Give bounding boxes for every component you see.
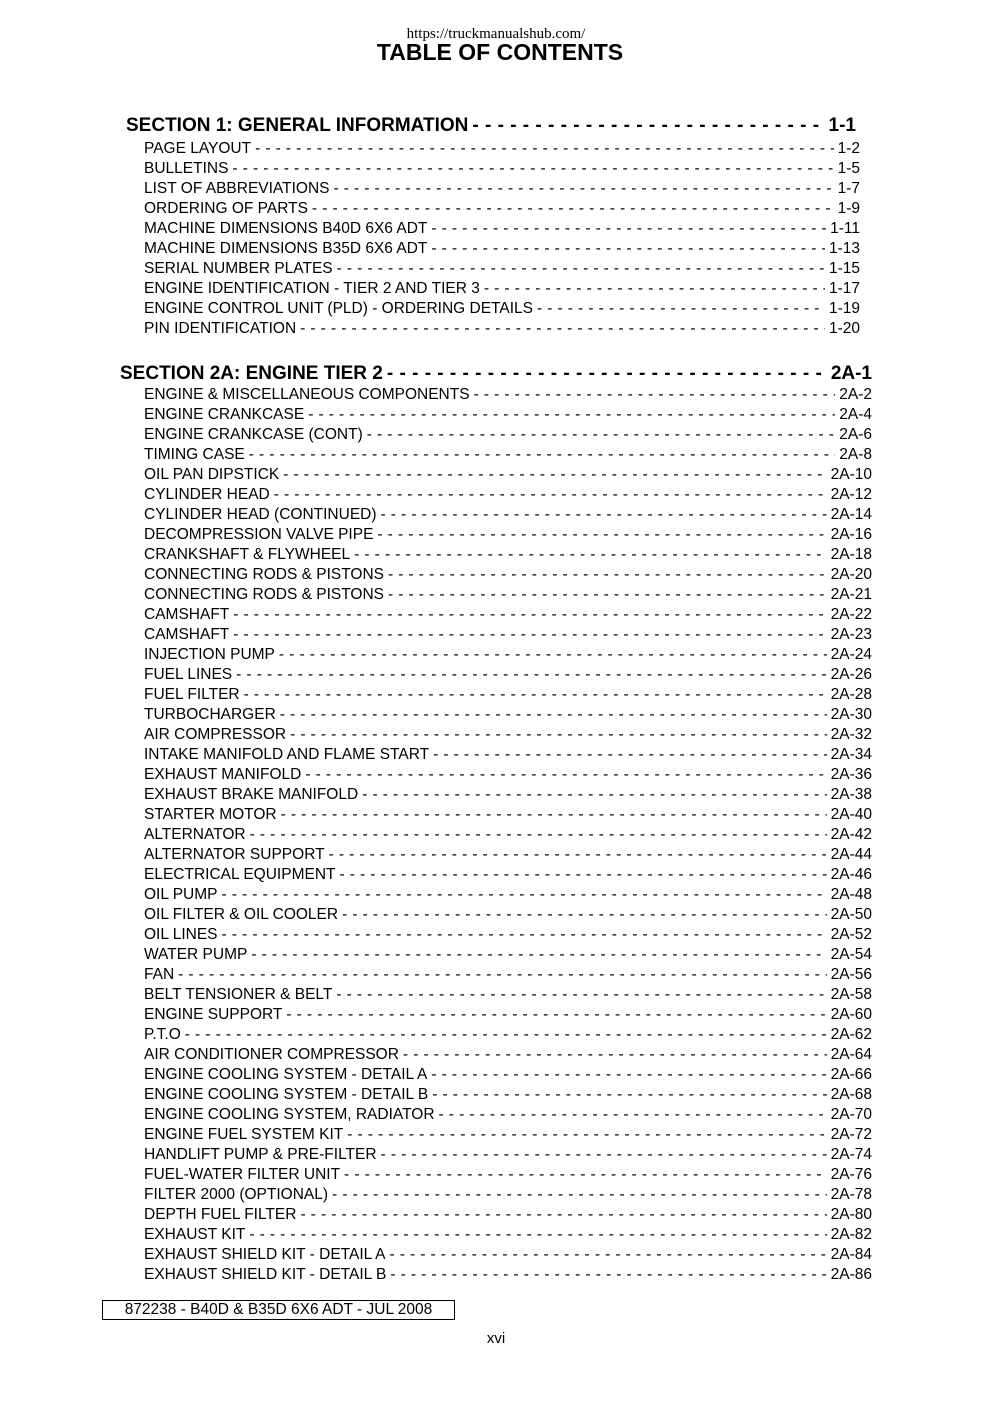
toc-entry-page: 2A-74	[830, 1146, 872, 1163]
toc-entry[interactable]	[144, 505, 872, 525]
toc-entry[interactable]	[144, 319, 860, 339]
toc-entry-label: PIN IDENTIFICATION	[144, 320, 297, 337]
toc-entry-label: P.T.O	[144, 1026, 181, 1043]
dot-leader	[280, 705, 827, 725]
toc-entry-page: 2A-78	[830, 1186, 872, 1203]
toc-entry[interactable]	[144, 1265, 872, 1285]
toc-entry-page: 1-15	[828, 260, 860, 277]
toc-entry[interactable]	[144, 1145, 872, 1165]
dot-leader	[342, 905, 827, 925]
dot-leader	[308, 405, 835, 425]
toc-entry-page: 1-13	[828, 240, 860, 257]
toc-entry-page: 2A-66	[830, 1066, 872, 1083]
toc-entry-page: 2A-46	[830, 866, 872, 883]
toc-entry-page: 2A-20	[830, 566, 872, 583]
toc-entry-label: CONNECTING RODS & PISTONS	[144, 566, 384, 583]
toc-entry-label: FUEL-WATER FILTER UNIT	[144, 1166, 341, 1183]
toc-entry-label: LIST OF ABBREVIATIONS	[144, 180, 330, 197]
toc-entry-label: ALTERNATOR SUPPORT	[144, 846, 325, 863]
toc-entry-page: 2A-12	[830, 486, 872, 503]
dot-leader	[233, 625, 826, 645]
toc-entry[interactable]	[144, 179, 860, 199]
dot-leader	[249, 445, 835, 465]
dot-leader	[250, 825, 827, 845]
toc-entry[interactable]	[144, 945, 872, 965]
toc-entry-label: EXHAUST SHIELD KIT - DETAIL A	[144, 1246, 386, 1263]
source-url[interactable]: https://truckmanualshub.com/	[406, 26, 586, 42]
toc-entry-page: 2A-86	[830, 1266, 872, 1283]
toc-entry-page: 1-5	[837, 160, 860, 177]
toc-entry-page: 1-20	[828, 320, 860, 337]
toc-entry-page: 2A-28	[830, 686, 872, 703]
toc-entry-label: HANDLIFT PUMP & PRE-FILTER	[144, 1146, 377, 1163]
dot-leader	[403, 1045, 827, 1065]
toc-entry[interactable]	[144, 445, 872, 465]
toc-entry[interactable]	[144, 985, 872, 1005]
toc-entry[interactable]	[144, 865, 872, 885]
dot-leader	[433, 745, 827, 765]
document-reference: 872238 - B40D & B35D 6X6 ADT - JUL 2008	[102, 1300, 455, 1320]
toc-entry-page: 1-9	[837, 200, 860, 217]
toc-entry[interactable]	[144, 485, 872, 505]
toc-entry-label: ELECTRICAL EQUIPMENT	[144, 866, 336, 883]
toc-entry-label: ORDERING OF PARTS	[144, 200, 308, 217]
toc-entry-label: OIL FILTER & OIL COOLER	[144, 906, 339, 923]
dot-leader	[337, 259, 825, 279]
toc-entry[interactable]	[144, 259, 860, 279]
toc-entry-page: 1-19	[828, 300, 860, 317]
toc-entry[interactable]	[144, 1105, 872, 1125]
toc-entry-page: 2A-48	[830, 886, 872, 903]
dot-leader	[431, 239, 825, 259]
toc-entry-label: MACHINE DIMENSIONS B35D 6X6 ADT	[144, 240, 428, 257]
toc-entry-page: 2A-76	[830, 1166, 872, 1183]
toc-entry-label: EXHAUST SHIELD KIT - DETAIL B	[144, 1266, 387, 1283]
toc-entry[interactable]	[144, 465, 872, 485]
toc-entry-label: ENGINE FUEL SYSTEM KIT	[144, 1126, 344, 1143]
toc-entry-page: 2A-44	[830, 846, 872, 863]
dot-leader	[340, 865, 827, 885]
toc-entry[interactable]	[144, 805, 872, 825]
toc-entry-page: 2A-22	[830, 606, 872, 623]
dot-leader	[387, 362, 827, 386]
toc-entry[interactable]	[144, 279, 860, 299]
toc-entry-label: BELT TENSIONER & BELT	[144, 986, 333, 1003]
dot-leader	[362, 785, 826, 805]
toc-entry-label: CONNECTING RODS & PISTONS	[144, 586, 384, 603]
toc-entry-page: 2A-80	[830, 1206, 872, 1223]
toc-entry-label: CYLINDER HEAD	[144, 486, 270, 503]
dot-leader	[474, 385, 836, 405]
toc-entry-page: 2A-16	[830, 526, 872, 543]
toc-entry-label: ENGINE SUPPORT	[144, 1006, 283, 1023]
dot-leader	[377, 525, 826, 545]
dot-leader	[281, 805, 827, 825]
dot-leader	[354, 545, 826, 565]
toc-entry-label: CYLINDER HEAD (CONTINUED)	[144, 506, 377, 523]
toc-entry-page: 2A-64	[830, 1046, 872, 1063]
toc-entry[interactable]	[144, 405, 872, 425]
toc-entry-label: PAGE LAYOUT	[144, 140, 252, 157]
toc-entry[interactable]	[144, 1045, 872, 1065]
dot-leader	[236, 665, 826, 685]
dot-leader	[244, 685, 827, 705]
toc-entry-page: 2A-4	[839, 406, 872, 423]
dot-leader	[305, 765, 826, 785]
toc-entry-label: FAN	[144, 966, 175, 983]
toc-entry[interactable]	[144, 1025, 872, 1045]
toc-entry-label: ENGINE CRANKCASE (CONT)	[144, 426, 363, 443]
toc-entry-page: 1-17	[828, 280, 860, 297]
toc-entry[interactable]	[144, 385, 872, 405]
dot-leader	[329, 845, 827, 865]
toc-entry[interactable]	[144, 525, 872, 545]
toc-entry-page: 2A-54	[830, 946, 872, 963]
dot-leader	[279, 645, 827, 665]
toc-entry-label: EXHAUST MANIFOLD	[144, 766, 302, 783]
toc-entry[interactable]	[144, 1005, 872, 1025]
toc-entry[interactable]	[144, 299, 860, 319]
toc-entry-label: FUEL FILTER	[144, 686, 240, 703]
dot-leader	[388, 565, 827, 585]
toc-entry[interactable]	[144, 925, 872, 945]
toc-entry[interactable]	[144, 725, 872, 745]
toc-entry-label: TIMING CASE	[144, 446, 245, 463]
dot-leader	[178, 965, 826, 985]
toc-entry-page: 2A-6	[839, 426, 872, 443]
toc-entry-label: ENGINE COOLING SYSTEM - DETAIL B	[144, 1086, 429, 1103]
toc-entry-label: TURBOCHARGER	[144, 706, 276, 723]
toc-entry[interactable]	[144, 845, 872, 865]
toc-entry-page: 2A-18	[830, 546, 872, 563]
toc-entry[interactable]	[144, 1125, 872, 1145]
toc-entry-label: CAMSHAFT	[144, 606, 230, 623]
dot-leader	[390, 1265, 826, 1285]
page-number: xvi	[486, 1330, 506, 1347]
toc-entry[interactable]	[144, 745, 872, 765]
toc-entry-label: DEPTH FUEL FILTER	[144, 1206, 297, 1223]
toc-entry[interactable]	[144, 685, 872, 705]
toc-entry[interactable]	[144, 425, 872, 445]
toc-entry-label: INTAKE MANIFOLD AND FLAME START	[144, 746, 430, 763]
section-page: 2A-1	[830, 363, 872, 384]
dot-leader	[290, 725, 827, 745]
section-heading-2a[interactable]	[120, 362, 872, 386]
toc-entry[interactable]	[144, 199, 860, 219]
dot-leader	[312, 199, 834, 219]
dot-leader	[286, 1005, 826, 1025]
toc-entry[interactable]	[144, 1205, 872, 1225]
dot-leader	[381, 505, 827, 525]
toc-entry-page: 2A-40	[830, 806, 872, 823]
toc-entry[interactable]	[144, 785, 872, 805]
toc-entry-page: 2A-62	[830, 1026, 872, 1043]
dot-leader	[381, 1145, 827, 1165]
toc-entry-page: 2A-21	[830, 586, 872, 603]
dot-leader	[333, 179, 833, 199]
dot-leader	[367, 425, 836, 445]
toc-entry-page: 2A-68	[830, 1086, 872, 1103]
toc-entry[interactable]	[144, 645, 872, 665]
toc-entry-page: 2A-34	[830, 746, 872, 763]
dot-leader	[347, 1125, 826, 1145]
toc-entry-page: 1-11	[830, 220, 860, 237]
dot-leader	[222, 885, 827, 905]
toc-entry[interactable]	[144, 239, 860, 259]
dot-leader	[185, 1025, 827, 1045]
dot-leader	[332, 1185, 827, 1205]
toc-entry[interactable]	[144, 565, 872, 585]
toc-entry-label: ENGINE COOLING SYSTEM - DETAIL A	[144, 1066, 428, 1083]
toc-entry-page: 2A-82	[830, 1226, 872, 1243]
toc-entry[interactable]	[144, 705, 872, 725]
dot-leader	[249, 1225, 826, 1245]
toc-entry[interactable]	[144, 1225, 872, 1245]
toc-entry[interactable]	[144, 219, 860, 239]
dot-leader	[431, 1065, 826, 1085]
toc-entry-label: ENGINE & MISCELLANEOUS COMPONENTS	[144, 386, 470, 403]
toc-entry-label: FUEL LINES	[144, 666, 233, 683]
toc-entry-label: ENGINE CONTROL UNIT (PLD) - ORDERING DETAILS	[144, 300, 533, 317]
dot-leader	[300, 319, 825, 339]
toc-entry[interactable]	[144, 905, 872, 925]
section-1-entries	[144, 139, 860, 339]
toc-entry-label: BULLETINS	[144, 160, 229, 177]
section-page: 1-1	[828, 115, 856, 136]
toc-entry[interactable]	[144, 159, 860, 179]
toc-entry-label: DECOMPRESSION VALVE PIPE	[144, 526, 374, 543]
dot-leader	[431, 219, 826, 239]
toc-entry-page: 2A-8	[839, 446, 872, 463]
toc-entry-page: 2A-84	[830, 1246, 872, 1263]
toc-entry-page: 2A-10	[830, 466, 872, 483]
toc-entry[interactable]	[144, 545, 872, 565]
toc-entry[interactable]	[144, 1185, 872, 1205]
section-heading-1[interactable]	[126, 114, 856, 138]
toc-entry[interactable]	[144, 1245, 872, 1265]
toc-entry-page: 2A-32	[830, 726, 872, 743]
toc-entry-page: 2A-42	[830, 826, 872, 843]
dot-leader	[255, 139, 834, 159]
toc-entry-label: FILTER 2000 (OPTIONAL)	[144, 1186, 329, 1203]
toc-entry-label: STARTER MOTOR	[144, 806, 277, 823]
toc-entry-label: INJECTION PUMP	[144, 646, 275, 663]
toc-entry-page: 2A-24	[830, 646, 872, 663]
toc-entry-page: 2A-70	[830, 1106, 872, 1123]
toc-entry-label: EXHAUST KIT	[144, 1226, 246, 1243]
toc-entry-label: OIL LINES	[144, 926, 218, 943]
dot-leader	[344, 1165, 827, 1185]
dot-leader	[484, 279, 825, 299]
toc-entry-page: 1-7	[837, 180, 860, 197]
toc-entry-page: 2A-52	[830, 926, 872, 943]
dot-leader	[472, 114, 824, 138]
toc-entry-label: ENGINE IDENTIFICATION - TIER 2 AND TIER 3	[144, 280, 480, 297]
section-title: SECTION 1: GENERAL INFORMATION	[126, 115, 469, 136]
toc-entry-page: 2A-60	[830, 1006, 872, 1023]
toc-entry-page: 2A-56	[830, 966, 872, 983]
dot-leader	[336, 985, 826, 1005]
toc-entry-page: 2A-38	[830, 786, 872, 803]
dot-leader	[222, 925, 827, 945]
toc-entry[interactable]	[144, 665, 872, 685]
toc-entry[interactable]	[144, 605, 872, 625]
toc-entry-label: ENGINE COOLING SYSTEM, RADIATOR	[144, 1106, 435, 1123]
toc-entry-page: 2A-72	[830, 1126, 872, 1143]
toc-entry-page: 2A-50	[830, 906, 872, 923]
toc-entry[interactable]	[144, 625, 872, 645]
dot-leader	[537, 299, 825, 319]
toc-entry-label: WATER PUMP	[144, 946, 248, 963]
dot-leader	[283, 465, 826, 485]
toc-entry[interactable]	[144, 139, 860, 159]
toc-entry-label: CRANKSHAFT & FLYWHEEL	[144, 546, 351, 563]
toc-entry[interactable]	[144, 825, 872, 845]
dot-leader	[439, 1105, 827, 1125]
page-title: TABLE OF CONTENTS	[376, 39, 624, 65]
toc-entry-label: OIL PUMP	[144, 886, 218, 903]
toc-entry-page: 2A-30	[830, 706, 872, 723]
dot-leader	[389, 1245, 826, 1265]
toc-entry-page: 2A-36	[830, 766, 872, 783]
toc-entry-label: EXHAUST BRAKE MANIFOLD	[144, 786, 359, 803]
toc-entry-page: 2A-23	[830, 626, 872, 643]
dot-leader	[388, 585, 827, 605]
toc-entry-label: OIL PAN DIPSTICK	[144, 466, 280, 483]
dot-leader	[251, 945, 826, 965]
dot-leader	[300, 1205, 826, 1225]
toc-entry[interactable]	[144, 1085, 872, 1105]
toc-entry[interactable]	[144, 885, 872, 905]
toc-entry[interactable]	[144, 585, 872, 605]
toc-entry-page: 2A-58	[830, 986, 872, 1003]
toc-entry-page: 1-2	[837, 140, 860, 157]
dot-leader	[432, 1085, 826, 1105]
toc-entry[interactable]	[144, 765, 872, 785]
dot-leader	[233, 605, 826, 625]
toc-entry-label: CAMSHAFT	[144, 626, 230, 643]
toc-entry-label: AIR CONDITIONER COMPRESSOR	[144, 1046, 399, 1063]
toc-entry[interactable]	[144, 965, 872, 985]
toc-entry-page: 2A-14	[830, 506, 872, 523]
section-2a-entries	[144, 385, 872, 1285]
toc-entry-label: AIR COMPRESSOR	[144, 726, 287, 743]
toc-entry-page: 2A-26	[830, 666, 872, 683]
toc-entry-page: 2A-2	[839, 386, 872, 403]
toc-entry[interactable]	[144, 1165, 872, 1185]
toc-entry-label: ENGINE CRANKCASE	[144, 406, 305, 423]
toc-entry-label: SERIAL NUMBER PLATES	[144, 260, 333, 277]
dot-leader	[274, 485, 827, 505]
dot-leader	[232, 159, 833, 179]
section-title: SECTION 2A: ENGINE TIER 2	[120, 363, 383, 384]
toc-entry[interactable]	[144, 1065, 872, 1085]
toc-entry-label: MACHINE DIMENSIONS B40D 6X6 ADT	[144, 220, 428, 237]
toc-entry-label: ALTERNATOR	[144, 826, 246, 843]
